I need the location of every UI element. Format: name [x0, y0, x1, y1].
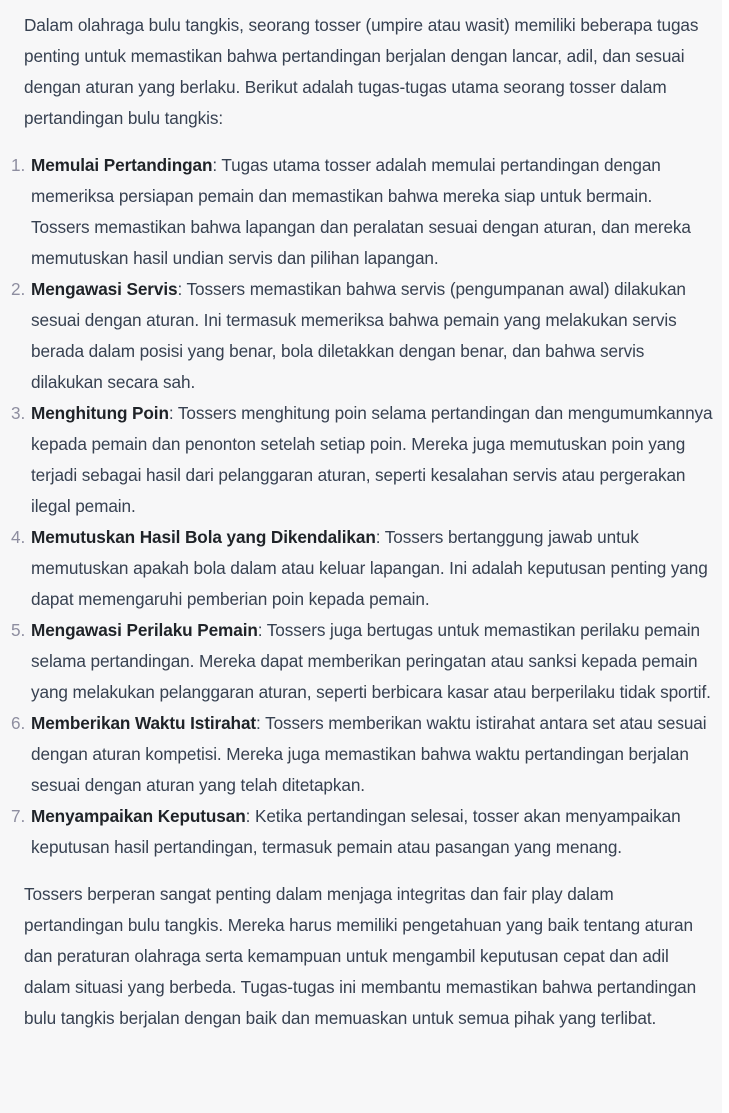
list-number: 2. — [11, 279, 26, 299]
task-list — [11, 150, 714, 863]
list-number: 4. — [11, 527, 26, 547]
list-number: 7. — [11, 806, 26, 826]
list-item — [11, 522, 714, 615]
item-title: Menghitung Poin — [31, 403, 169, 423]
item-text: : Tossers bertanggung jawab untuk memutuskan apakah bola dalam atau keluar lapangan. Ini adalah keputusan penting yang dapat memengaruhi pemberian poin kepada pemain. — [31, 527, 708, 609]
item-text: : Tossers menghitung poin selama pertandingan dan mengumumkannya kepada pemain dan penonton setelah setiap poin. Mereka juga memutuskan poin yang terjadi sebagai hasil dari pelanggaran aturan, seperti kesalahan servis atau pergerakan ilegal pemain. — [31, 403, 713, 516]
intro-paragraph: Dalam olahraga bulu tangkis, seorang tosser (umpire atau wasit) memiliki beberapa tugas penting untuk memastikan bahwa pertandingan berjalan dengan lancar, adil, dan sesuai dengan aturan yang berlaku. Berikut adalah tugas-tugas utama seorang tosser dalam pertandingan bulu tangkis: — [24, 15, 699, 128]
item-text: : Tossers memastikan bahwa servis (pengumpanan awal) dilakukan sesuai dengan aturan. Ini termasuk memeriksa bahwa pemain yang melakukan servis berada dalam posisi yang benar, bola diletakkan dengan benar, dan bahwa servis dilakukan secara sah. — [31, 279, 686, 392]
item-title: Menyampaikan Keputusan — [31, 806, 246, 826]
item-title: Memulai Pertandingan — [31, 155, 213, 175]
item-text: : Ketika pertandingan selesai, tosser akan menyampaikan keputusan hasil pertandingan, termasuk pemain atau pasangan yang menang. — [31, 806, 681, 857]
item-title: Memutuskan Hasil Bola yang Dikendalikan — [31, 527, 376, 547]
list-number: 6. — [11, 713, 26, 733]
item-title: Memberikan Waktu Istirahat — [31, 713, 257, 733]
item-text: : Tossers juga bertugas untuk memastikan perilaku pemain selama pertandingan. Mereka dapat memberikan peringatan atau sanksi kepada pemain yang melakukan pelanggaran aturan, seperti berbicara kasar atau berperilaku tidak sportif. — [31, 620, 711, 702]
list-number: 5. — [11, 620, 26, 640]
list-number: 3. — [11, 403, 26, 423]
list-number: 1. — [11, 155, 26, 175]
list-item — [11, 274, 714, 398]
list-item — [11, 801, 714, 863]
item-title: Mengawasi Servis — [31, 279, 178, 299]
item-text: : Tugas utama tosser adalah memulai pertandingan dengan memeriksa persiapan pemain dan memastikan bahwa mereka siap untuk bermain. Tossers memastikan bahwa lapangan dan peralatan sesuai dengan aturan, dan mereka memutuskan hasil undian servis dan pilihan lapangan. — [31, 155, 691, 268]
item-title: Mengawasi Perilaku Pemain — [31, 620, 258, 640]
list-item — [11, 615, 714, 708]
list-item — [11, 708, 714, 801]
conclusion-paragraph: Tossers berperan sangat penting dalam menjaga integritas dan fair play dalam pertandingan bulu tangkis. Mereka harus memiliki pengetahuan yang baik tentang aturan dan peraturan olahraga serta kemampuan untuk mengambil keputusan cepat dan adil dalam situasi yang berbeda. Tugas-tugas ini membantu memastikan bahwa pertandingan bulu tangkis berjalan dengan baik dan memuaskan untuk semua pihak yang terlibat. — [24, 884, 697, 1028]
item-text: : Tossers memberikan waktu istirahat antara set atau sesuai dengan aturan kompetisi. Mereka juga memastikan bahwa waktu pertandingan berjalan sesuai dengan aturan yang telah ditetapkan. — [31, 713, 707, 795]
list-item — [11, 398, 714, 522]
list-item — [11, 150, 714, 274]
response-content — [11, 10, 714, 1034]
